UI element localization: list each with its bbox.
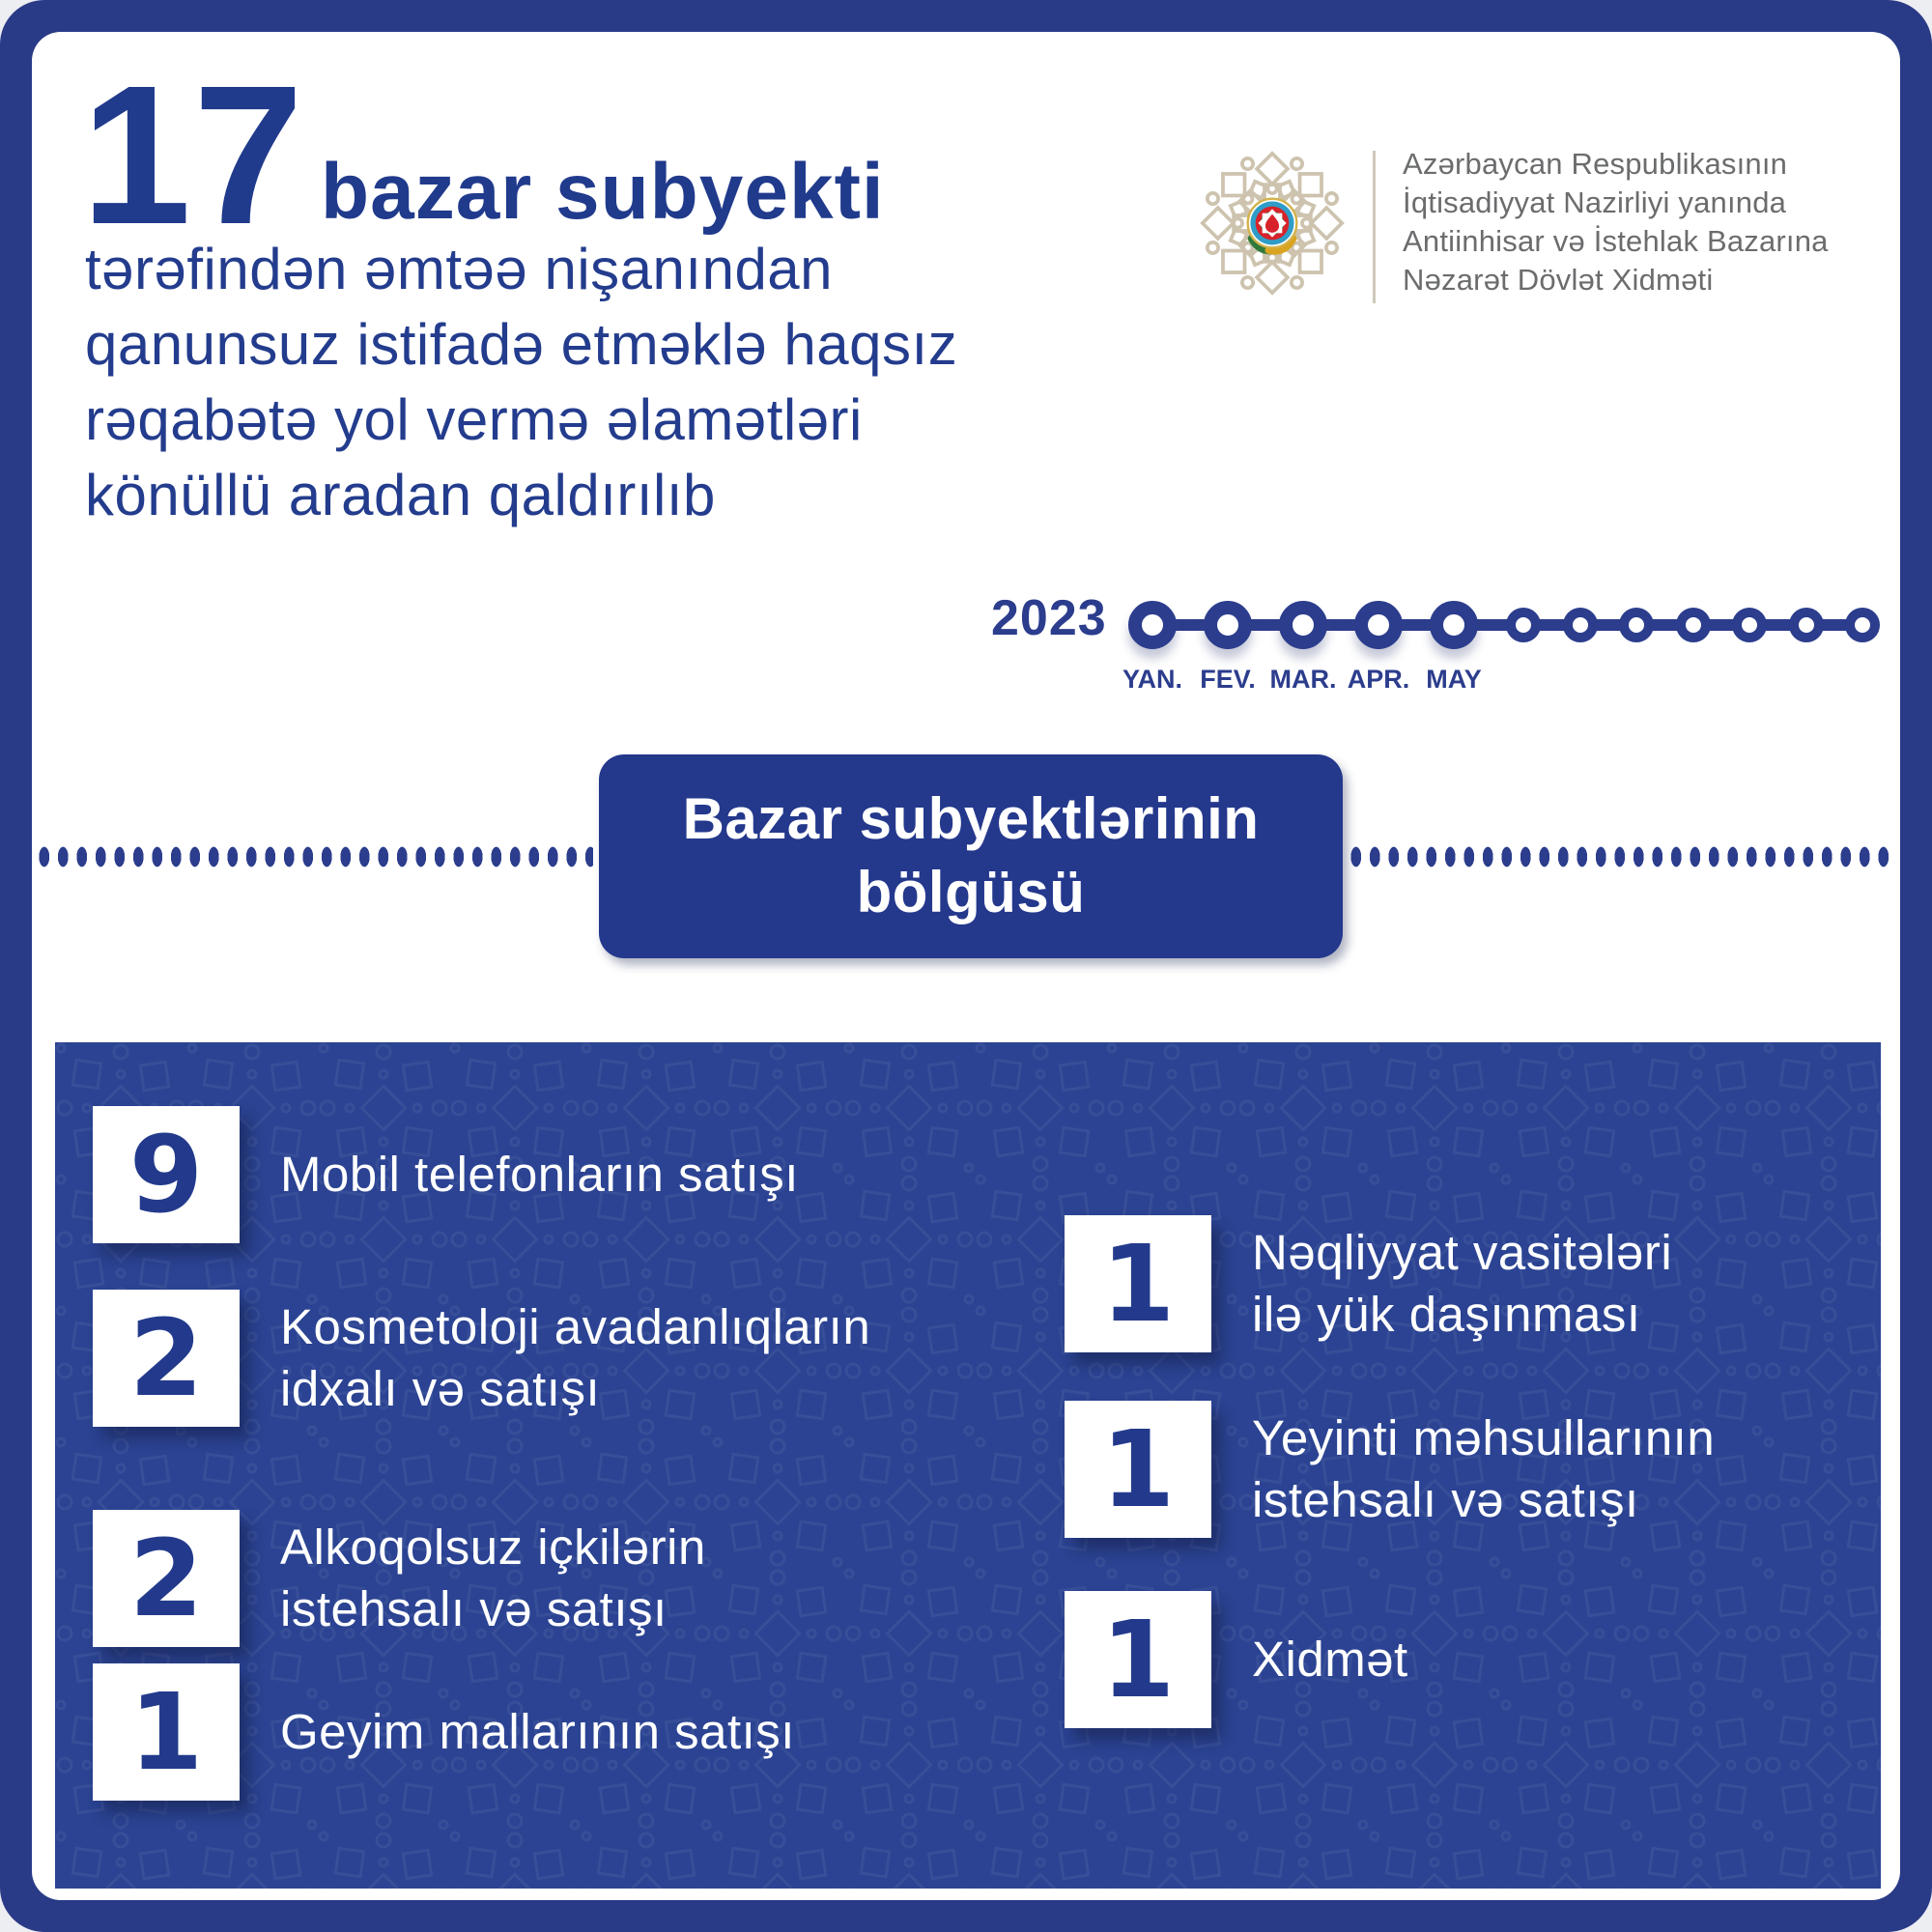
stat-row-mobile-phones [93, 1106, 799, 1243]
timeline-node [1204, 601, 1252, 649]
agency-name-line: Azərbaycan Respublikasının [1403, 147, 1788, 181]
timeline-node [1563, 608, 1598, 642]
agency-emblem-icon [1200, 151, 1345, 296]
timeline-node [1732, 608, 1767, 642]
stat-label: Mobil telefonların satışı [280, 1147, 799, 1202]
section-title-line: Bazar subyektlərinin [682, 786, 1260, 851]
stat-row-clothing [93, 1663, 795, 1801]
dotted-line-left [35, 846, 593, 867]
timeline-year: 2023 [991, 590, 1107, 646]
timeline-month-label: YAN. [1122, 665, 1183, 694]
timeline-month-label: MAR. [1269, 665, 1337, 694]
stat-row-food-products [1065, 1401, 1715, 1538]
stat-label: Nəqliyyat vasitələri ilə yük daşınması [1252, 1225, 1673, 1342]
timeline-node [1789, 608, 1824, 642]
headline-line: rəqabətə yol vermə əlamətləri [85, 387, 863, 452]
stat-value: 1 [1100, 1222, 1176, 1346]
agency-name-line: Antiinhisar və İstehlak Bazarına [1403, 224, 1829, 258]
stat-row-service [1065, 1591, 1408, 1728]
timeline-node [1128, 601, 1177, 649]
headline-body [85, 232, 957, 533]
stat-value: 9 [128, 1113, 204, 1236]
timeline-node [1430, 601, 1478, 649]
stat-value: 2 [128, 1296, 204, 1420]
stat-value: 1 [1100, 1407, 1176, 1531]
stat-label: Kosmetoloji avadanlıqların idxalı və satışı [280, 1299, 871, 1416]
timeline-track [1121, 580, 1898, 710]
stat-label: Geyim mallarının satışı [280, 1704, 795, 1759]
stat-value-box [1065, 1591, 1211, 1728]
headline-line: könüllü aradan qaldırılıb [85, 463, 716, 527]
stat-label: Xidmət [1252, 1632, 1408, 1687]
section-title-box [599, 754, 1343, 958]
timeline-node [1354, 601, 1403, 649]
timeline-node [1676, 608, 1711, 642]
timeline-month-label: MAY [1426, 665, 1482, 694]
agency-name-line: Nəzarət Dövlət Xidməti [1403, 263, 1714, 297]
stat-value: 1 [128, 1670, 204, 1794]
timeline-month-label: FEV. [1200, 665, 1256, 694]
section-title-line: bölgüsü [856, 860, 1086, 924]
stat-value: 1 [1100, 1598, 1176, 1721]
stat-value-box [93, 1663, 240, 1801]
stat-row-soft-drinks [93, 1510, 706, 1647]
stat-value-box [93, 1106, 240, 1243]
dotted-line-right [1347, 846, 1895, 867]
timeline-month-label: APR. [1347, 665, 1410, 694]
headline-line: qanunsuz istifadə etməklə haqsız [85, 312, 958, 377]
timeline-node [1619, 608, 1654, 642]
agency-name-line: İqtisadiyyat Nazirliyi yanında [1403, 185, 1787, 219]
stat-value: 2 [128, 1517, 204, 1640]
stat-row-freight-transport [1065, 1215, 1672, 1352]
headline-title: bazar subyekti [321, 148, 885, 236]
stat-label: Alkoqolsuz içkilərin istehsalı və satışı [280, 1520, 706, 1636]
stat-label: Yeyinti məhsullarının istehsalı və satışı [1252, 1410, 1716, 1527]
logo-divider [1373, 151, 1376, 303]
timeline-node [1506, 608, 1541, 642]
stat-value-box [93, 1290, 240, 1427]
agency-name [1403, 145, 1829, 299]
stat-value-box [1065, 1401, 1211, 1538]
stat-value-box [93, 1510, 240, 1647]
timeline-node [1845, 608, 1880, 642]
headline-line: tərəfindən əmtəə nişanından [85, 237, 834, 301]
headline-number: 17 [81, 44, 306, 266]
stat-value-box [1065, 1215, 1211, 1352]
stat-row-cosmetology-equipment [93, 1290, 870, 1427]
timeline-node [1279, 601, 1327, 649]
